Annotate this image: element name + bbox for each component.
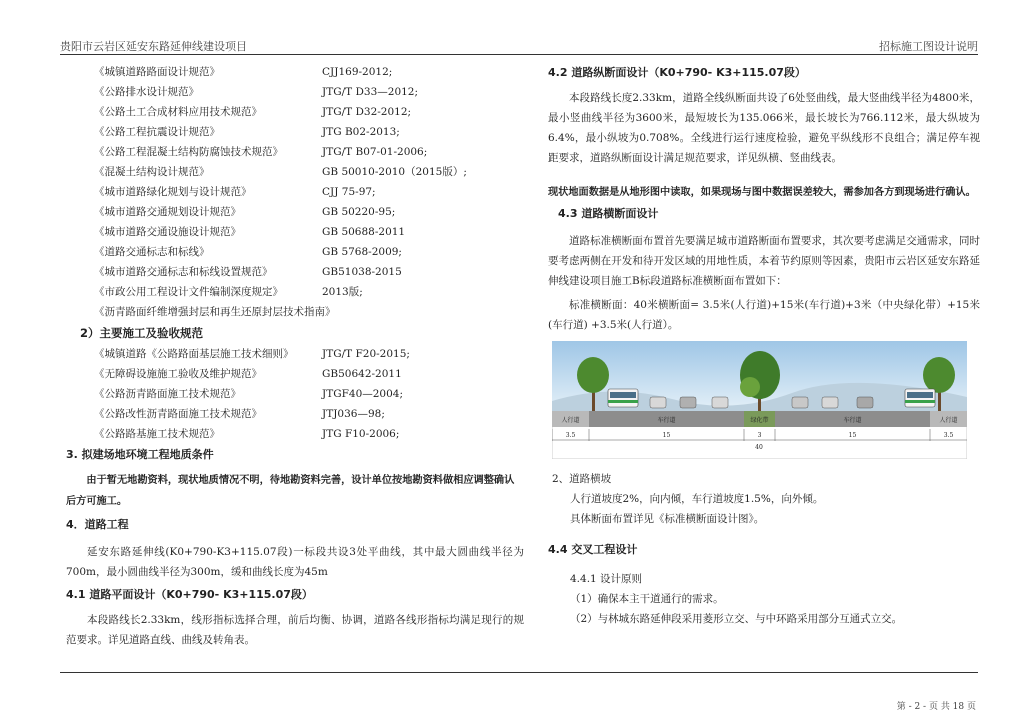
- spec-name: 《城镇道路《公路路面基层施工技术细则》: [94, 348, 294, 360]
- left-column: [66, 62, 524, 650]
- section-label: 人行道: [939, 417, 958, 424]
- spec-code: CJJ 75-97;: [322, 186, 376, 198]
- slope-line-1: 人行道坡度2%，向内倾，车行道坡度1.5%，向外倾。: [570, 493, 824, 505]
- spec-name: 《道路交通标志和标线》: [94, 246, 210, 258]
- spec-name: 《城镇道路路面设计规范》: [94, 66, 220, 78]
- spec-row: [72, 344, 524, 364]
- spec-name: 《公路沥青路面施工技术规范》: [94, 388, 241, 400]
- spec-code: JTG F10-2006;: [322, 428, 400, 440]
- spec-name: 《公路土工合成材料应用技术规范》: [94, 106, 262, 118]
- spec-name: 《城市道路交通设施设计规范》: [94, 226, 241, 238]
- design-principles-heading: 4.4.1 设计原则: [570, 573, 643, 585]
- footer-rule: [60, 672, 978, 673]
- spec-row: [72, 364, 524, 384]
- road-paragraph: 延安东路延伸线(K0+790-K3+115.07段)一标段共设3处平曲线，其中最大圆曲线半径为700m，最小圆曲线半径为300m，缓和曲线长度为45m: [66, 546, 524, 578]
- spec-name: 《公路排水设计规范》: [94, 86, 199, 98]
- spec-row: [72, 404, 524, 424]
- spec-code: GB 5768-2009;: [322, 246, 402, 258]
- section-width: 3.5: [943, 432, 954, 439]
- spec-list-construction: [72, 344, 524, 444]
- section-heading-intersection: 4.4 交叉工程设计: [548, 543, 638, 556]
- spec-name: 《市政公用工程设计文件编制深度规定》: [94, 286, 283, 298]
- spec-name: 《城市道路交通标志和标线设置规范》: [94, 266, 273, 278]
- spec-row: [72, 142, 524, 162]
- spec-code: GB51038-2015: [322, 266, 402, 278]
- spec-name: 《城市道路交通规划设计规范》: [94, 206, 241, 218]
- spec-row: [72, 302, 524, 322]
- spec-code: GB50642-2011: [322, 368, 402, 380]
- spec-name: 《公路路基施工技术规范》: [94, 428, 220, 440]
- spec-code: JTG/T B07-01-2006;: [322, 146, 428, 158]
- spec-code: JTGF40—2004;: [322, 388, 404, 400]
- spec-row: [72, 262, 524, 282]
- section-label: 绿化带: [750, 417, 769, 424]
- section-total-width: 40: [755, 444, 763, 451]
- spec-row: [72, 242, 524, 262]
- section-heading-plan-design: 4.1 道路平面设计（K0+790- K3+115.07段）: [66, 588, 313, 601]
- spec-code: JTG B02-2013;: [322, 126, 400, 138]
- principle-2: （2）与林城东路延伸段采用菱形立交、与中环路采用部分互通式立交。: [570, 613, 903, 625]
- spec-row: [72, 102, 524, 122]
- spec-name: 《公路工程抗震设计规范》: [94, 126, 220, 138]
- spec-list-design: [72, 62, 524, 322]
- section-heading-cross-section: 4.3 道路横断面设计: [558, 207, 659, 220]
- section-width: 3.5: [565, 432, 576, 439]
- cross-section-figure: [552, 341, 967, 459]
- spec-row: [72, 202, 524, 222]
- header-doc-title: 招标施工图设计说明: [879, 40, 978, 53]
- spec-code: 2013版;: [322, 286, 363, 298]
- page-number: 第 - 2 - 页 共 18 页: [896, 702, 976, 712]
- section-heading-road: 4．道路工程: [66, 518, 129, 531]
- cross-section-paragraph: 道路标准横断面布置首先要满足城市道路断面布置要求，其次要考虑满足交通需求，同时要考虑两侧在开发和待开发区域的用地性质，本着节约原则等因素，贵阳市云岩区延安东路延伸线建设项目施工B标段道路标准横断面布置如下：: [548, 235, 980, 287]
- principle-1: （1）确保本主干道通行的需求。: [570, 593, 724, 605]
- slope-title: 2、道路横坡: [552, 473, 612, 485]
- spec-code: JTJ036—98;: [322, 408, 385, 420]
- bus-right: [905, 389, 935, 407]
- standard-section-paragraph: 标准横断面：40米横断面= 3.5米(人行道)+15米(车行道)+3米（中央绿化带）+15米(车行道) +3.5米(人行道）。: [548, 299, 980, 331]
- spec-row: [72, 162, 524, 182]
- spec-row: [72, 82, 524, 102]
- slope-line-2: 具体断面布置详见《标准横断面设计图》。: [570, 513, 765, 525]
- spec-row: [72, 282, 524, 302]
- section-label: 人行道: [561, 417, 580, 424]
- spec-code: GB 50010-2010（2015版）;: [322, 166, 467, 178]
- spec-code: GB 50220-95;: [322, 206, 396, 218]
- spec-row: [72, 424, 524, 444]
- header-project-title: 贵阳市云岩区延安东路延伸线建设项目: [60, 40, 247, 53]
- section-heading-geology: 3. 拟建场地环境工程地质条件: [66, 448, 214, 461]
- spec-row: [72, 122, 524, 142]
- plan-design-paragraph: 本段路线长2.33km，线形指标选择合理，前后均衡、协调，道路各线形指标均满足现行的规范要求。详见道路直线、曲线及转角表。: [66, 614, 524, 646]
- profile-design-paragraph: 本段路线长度2.33km，道路全线纵断面共设了6处竖曲线，最大竖曲线半径为4800米，最小竖曲线半径为3600米，最短坡长为135.066米，最长坡长为766.112米，最大纵坡为6.4%，最小纵坡为0.708%。全线进行运行速度检验，避免平纵线形不良组合；满足停车视距要求，道路纵断面设计满足规范要求，详见纵横、竖曲线表。: [548, 92, 980, 164]
- ground-data-note: 现状地面数据是从地形图中读取，如果现场与图中数据误差较大，需参加各方到现场进行确认。: [548, 187, 976, 198]
- spec-code: JTG/T D32-2012;: [322, 106, 412, 118]
- spec-row: [72, 222, 524, 242]
- section-heading-construction-specs: 2）主要施工及验收规范: [80, 326, 204, 340]
- spec-name: 《公路工程混凝土结构防腐蚀技术规范》: [94, 146, 283, 158]
- right-column: [548, 62, 980, 629]
- spec-row: [72, 182, 524, 202]
- spec-name: 《无障碍设施施工验收及维护规范》: [94, 368, 262, 380]
- section-width: 15: [662, 432, 671, 439]
- header-rule: [60, 54, 978, 55]
- spec-row: [72, 384, 524, 404]
- section-width: 15: [848, 432, 857, 439]
- spec-row: [72, 62, 524, 82]
- section-label: 车行道: [843, 417, 862, 424]
- bus-left: [608, 389, 638, 407]
- section-width: 3: [757, 432, 762, 439]
- spec-code: CJJ169-2012;: [322, 66, 393, 78]
- spec-code: JTG/T D33—2012;: [322, 86, 419, 98]
- spec-name: 《城市道路绿化规划与设计规范》: [94, 186, 252, 198]
- section-label: 车行道: [657, 417, 676, 424]
- spec-name: 《公路改性沥青路面施工技术规范》: [94, 408, 262, 420]
- spec-name: 《混凝土结构设计规范》: [94, 166, 210, 178]
- spec-code: JTG/T F20-2015;: [322, 348, 410, 360]
- section-heading-profile-design: 4.2 道路纵断面设计（K0+790- K3+115.07段）: [548, 66, 806, 79]
- geology-note: 由于暂无地勘资料，现状地质情况不明，待地勘资料完善，设计单位按地勘资料做相应调整确认后方可施工。: [66, 475, 515, 507]
- spec-name: 《沥青路面纤维增强封层和再生还原封层技术指南》: [94, 306, 336, 318]
- spec-code: GB 50688-2011: [322, 226, 406, 238]
